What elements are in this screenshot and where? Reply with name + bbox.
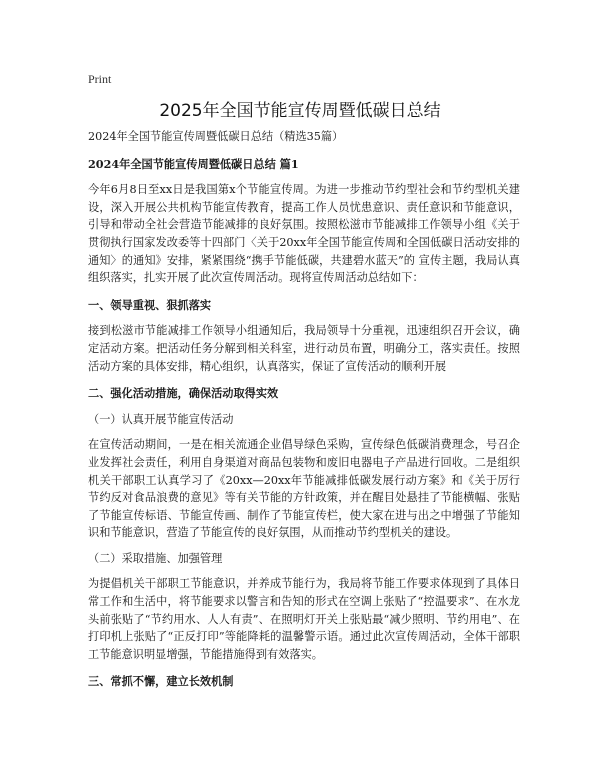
paragraph-1: 接到松滋市节能减排工作领导小组通知后，我局领导十分重视，迅速组织召开会议，确定活动方案。把活动任务分解到相关科室，进行动员布置，明确分工，落实责任。按照活动方案的具体安排，精心组织，认真落实，保证了宣传活动的顺利开展 bbox=[88, 324, 520, 373]
print-label: Print bbox=[88, 72, 112, 86]
heading-3: 三、常抓不懈，建立长效机制 bbox=[88, 674, 234, 689]
section-title: 2024年全国节能宣传周暨低碳日总结 篇1 bbox=[88, 156, 299, 171]
subheading-2-2: （二）采取措施、加强管理 bbox=[88, 551, 223, 565]
heading-1: 一、领导重视、狠抓落实 bbox=[88, 297, 212, 312]
intro-paragraph: 今年6月8日至xx日是我国第x个节能宣传周。为进一步推动节约型社会和节约型机关建设，深入开展公共机构节能宣传教育，提高工作人员忧患意识、责任意识和节能意识，引导和带动全社会营造节能减排的良好氛围。按照松滋市节能减排工作领导小组《关于贯彻执行国家发改委等十四部门〈关于20xx年全国节能宣传周和全国低碳日活动安排的通知〉的通知》安排，紧紧围绕“携手节能低碳，共建碧水蓝天”的 宣传主题，我局认真组织落实，扎实开展了此次宣传周活动。现将宣传周活动总结如下： bbox=[88, 183, 520, 285]
subheading-2-1: （一）认真开展节能宣传活动 bbox=[88, 412, 234, 426]
document-title: 2025年全国节能宣传周暨低碳日总结 bbox=[159, 101, 441, 121]
paragraph-3: 为提倡机关干部职工节能意识，并养成节能行为，我局将节能工作要求体现到了具体日常工作和生活中，将节能要求以警言和告知的形式在空调上张贴了“控温要求”、在水龙头前张贴了“节约用水、人人有责”、在照明灯开关上张贴最“减少照明、节约用电”、在打印机上张贴了“正反打印”等能降耗的温馨警示语。通过此次宣传周活动，全体干部职工节能意识明显增强，节能措施得到有效落实。 bbox=[88, 577, 520, 661]
heading-2: 二、强化活动措施，确保活动取得实效 bbox=[88, 386, 279, 401]
paragraph-2: 在宣传活动期间，一是在相关流通企业倡导绿色采购，宣传绿色低碳消费理念，号召企业发挥社会责任，利用自身渠道对商品包装物和废旧电器电子产品进行回收。二是组织机关干部职工认真学习了《20xx—20xx年节能减排低碳发展行动方案》和《关于厉行节约反对食品浪费的意见》等有关节能的方针政策，并在醒目处悬挂了节能横幅、张贴了节能宣传标语、节能宣传画、制作了节能宣传栏，使大家在进与出之中增强了节能知识和节能意识，营造了节能宣传的良好氛围，从而推动节约型机关的建设。 bbox=[88, 438, 520, 540]
document-body bbox=[88, 128, 520, 699]
document-subtitle: 2024年全国节能宣传周暨低碳日总结（精选35篇） bbox=[88, 130, 344, 143]
